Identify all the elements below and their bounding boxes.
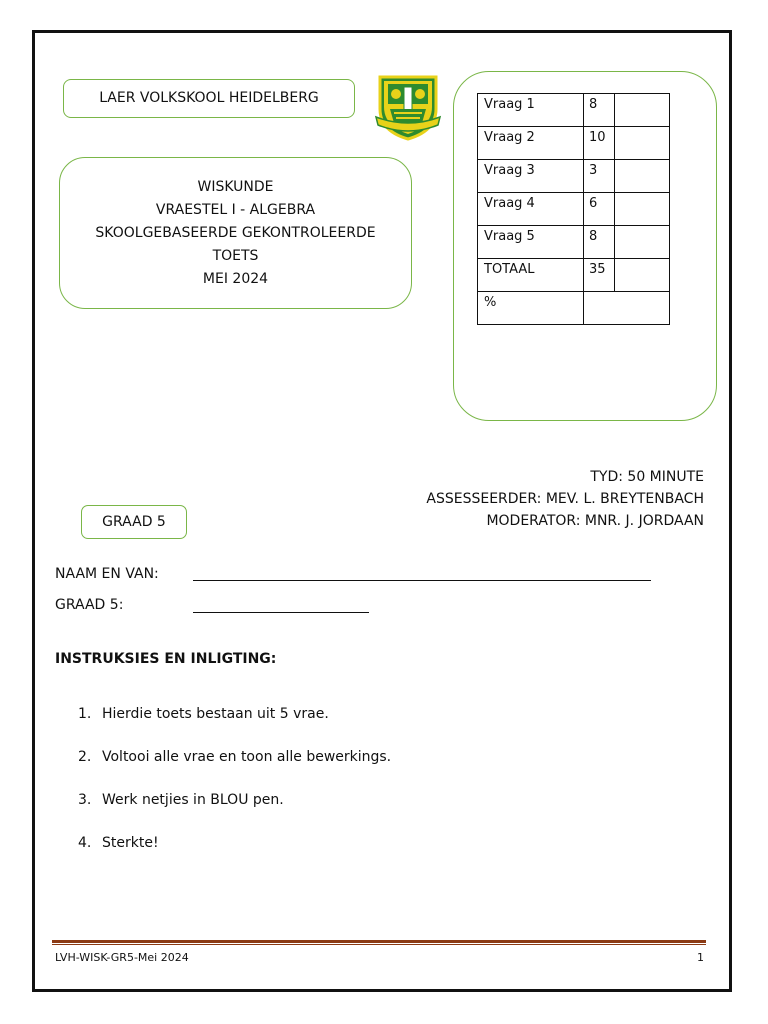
assessment-type: SKOOLGEBASEERDE GEKONTROLEERDE: [95, 224, 376, 241]
name-field-line[interactable]: [193, 564, 651, 581]
item-text: Hierdie toets bestaan uit 5 vrae.: [102, 706, 329, 722]
list-item: [78, 747, 391, 790]
score-cell[interactable]: [615, 226, 670, 259]
question-max: 8: [584, 226, 615, 259]
list-item: [78, 704, 391, 747]
question-label: Vraag 3: [478, 160, 584, 193]
grade-field-label: GRAAD 5:: [55, 597, 124, 613]
score-cell[interactable]: [615, 94, 670, 127]
question-label: Vraag 1: [478, 94, 584, 127]
item-number: 1.: [78, 706, 92, 722]
grade-field-line[interactable]: [193, 596, 369, 613]
question-label: Vraag 2: [478, 127, 584, 160]
item-number: 2.: [78, 749, 92, 765]
school-name-box: [63, 79, 355, 118]
percent-cell[interactable]: [584, 292, 670, 325]
instructions-list: [78, 704, 391, 876]
exam-title-box: [59, 157, 412, 309]
percent-label: %: [478, 292, 584, 325]
question-max: 3: [584, 160, 615, 193]
score-cell[interactable]: [615, 160, 670, 193]
exam-time: TYD: 50 MINUTE: [590, 469, 704, 485]
moderator: MODERATOR: MNR. J. JORDAAN: [486, 513, 704, 529]
footer-document-code: LVH-WISK-GR5-Mei 2024: [55, 951, 189, 964]
question-max: 6: [584, 193, 615, 226]
item-text: Werk netjies in BLOU pen.: [102, 792, 284, 808]
item-number: 3.: [78, 792, 92, 808]
table-row: [478, 259, 670, 292]
page-number: 1: [697, 951, 704, 964]
exam-info: [426, 466, 704, 532]
exam-date: MEI 2024: [202, 270, 269, 287]
total-label: TOTAAL: [478, 259, 584, 292]
marks-table: [477, 93, 670, 325]
table-row: [478, 193, 670, 226]
grade-label: GRAAD 5: [102, 514, 166, 530]
assessor: ASSESSEERDER: MEV. L. BREYTENBACH: [426, 491, 704, 507]
item-number: 4.: [78, 835, 92, 851]
name-field-label: NAAM EN VAN:: [55, 566, 159, 582]
list-item: [78, 790, 391, 833]
list-item: [78, 833, 391, 876]
table-row: [478, 127, 670, 160]
table-row: [478, 94, 670, 127]
question-max: 10: [584, 127, 615, 160]
assessment-type-cont: TOETS: [212, 247, 259, 264]
question-label: Vraag 4: [478, 193, 584, 226]
table-row: [478, 292, 670, 325]
paper-title: VRAESTEL I - ALGEBRA: [155, 201, 316, 218]
total-max: 35: [584, 259, 615, 292]
table-row: [478, 160, 670, 193]
score-cell[interactable]: [615, 127, 670, 160]
score-cell[interactable]: [615, 193, 670, 226]
grade-box: [81, 505, 187, 539]
table-row: [478, 226, 670, 259]
subject-title: WISKUNDE: [197, 178, 274, 195]
item-text: Voltooi alle vrae en toon alle bewerkings.: [102, 749, 392, 765]
total-score-cell[interactable]: [615, 259, 670, 292]
item-text: Sterkte!: [102, 835, 159, 851]
school-crest-logo: [374, 71, 442, 141]
school-name: LAER VOLKSKOOL HEIDELBERG: [99, 90, 319, 106]
question-label: Vraag 5: [478, 226, 584, 259]
question-max: 8: [584, 94, 615, 127]
instructions-heading: INSTRUKSIES EN INLIGTING:: [55, 651, 277, 667]
footer-rule: [52, 940, 706, 945]
